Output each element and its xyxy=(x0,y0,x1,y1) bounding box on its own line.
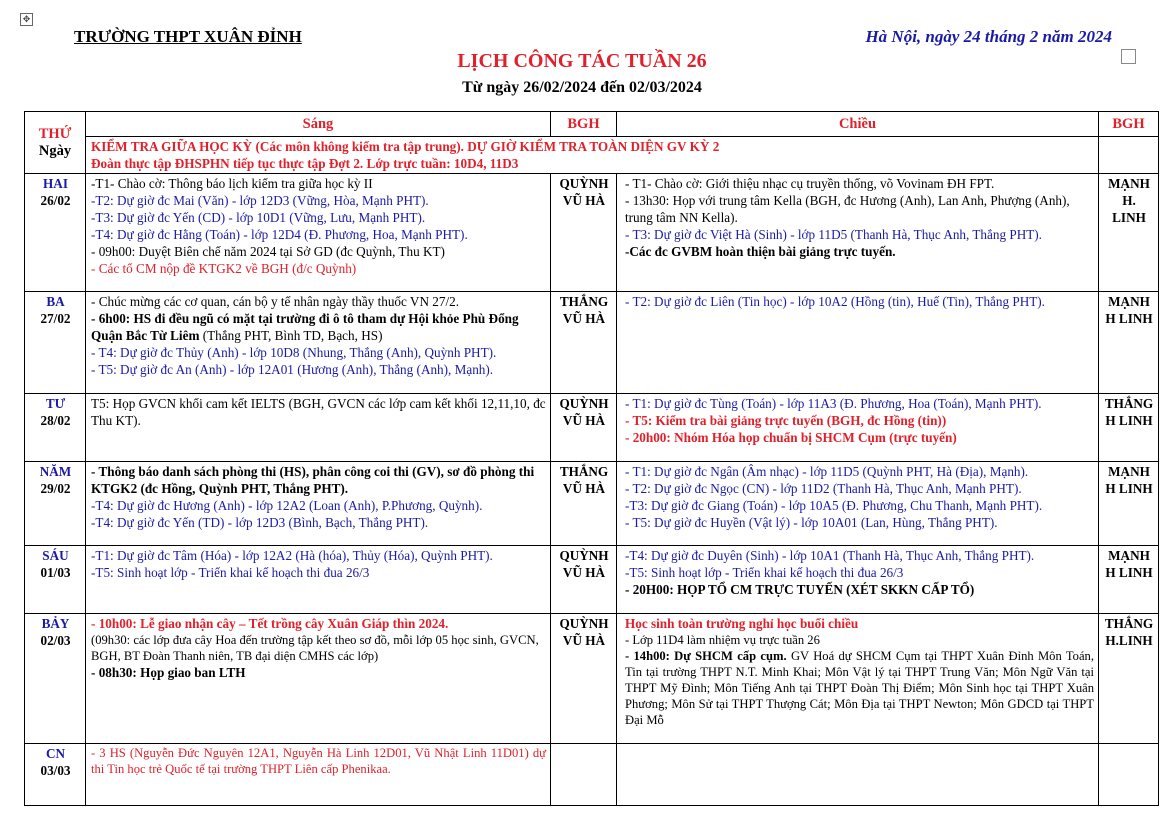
bgh-name: VŨ HÀ xyxy=(562,633,606,648)
morning-cell xyxy=(86,462,551,546)
activity-detail: GV Hoá dự SHCM Cụm tại THPT Xuân Đỉnh Môn Toán, Tin tại trường THPT N.T. Minh Khai; Môn Vật lý tại THPT Trung Văn; Môn Ngữ Văn tại THPT Mỹ Đình; Môn Tiếng Anh tại THPT Đoàn Thị Điểm; Môn Sinh học tại THPT Xuân Phương; Môn Sử tại THPT Thượng Cát; Môn Địa tại THPT Newton; Môn GDCD tại THPT Đại Mỗ xyxy=(625,649,1094,727)
activity-line: -T1- Chào cờ: Thông báo lịch kiểm tra giữa học kỳ II xyxy=(91,176,373,191)
bgh-name: MẠNH xyxy=(1108,464,1150,479)
morning-cell xyxy=(86,546,551,614)
activity-line: -T4: Dự giờ đc Hương (Anh) - lớp 12A2 (Loan (Anh), P.Phương, Quỳnh). xyxy=(91,498,483,513)
bgh-afternoon-cell xyxy=(1099,546,1159,614)
header-date-label: Ngày xyxy=(38,142,72,159)
day-name: HAI xyxy=(43,176,68,191)
bgh-name: H. LINH xyxy=(1112,193,1146,225)
day-date: 03/03 xyxy=(40,763,71,778)
day-date: 26/02 xyxy=(40,193,71,208)
activity-line: -T1: Dự giờ đc Tâm (Hóa) - lớp 12A2 (Hà (hóa), Thủy (Hóa), Quỳnh PHT). xyxy=(91,548,493,563)
table-header-row xyxy=(25,112,1159,137)
activity-line: - 10h00: Lễ giao nhận cây – Tết trồng cây Xuân Giáp thìn 2024. xyxy=(91,616,449,631)
bgh-name: VŨ HÀ xyxy=(562,311,606,326)
header-day-label: THỨ xyxy=(38,125,72,142)
activity-line: - 09h00: Duyệt Biên chế năm 2024 tại Sở GD (đc Quỳnh, Thu KT) xyxy=(91,244,445,259)
banner-line-2: Đoàn thực tập ĐHSPHN tiếp tục thực tập Đợt 2. Lớp trực tuần: 10D4, 11D3 xyxy=(91,156,519,171)
activity-line: - Chúc mừng các cơ quan, cán bộ y tế nhân ngày thầy thuốc VN 27/2. xyxy=(91,294,460,309)
activity-line: - 20h00: Nhóm Hóa họp chuẩn bị SHCM Cụm (trực tuyến) xyxy=(625,430,957,445)
activity-line: -T2: Dự giờ đc Mai (Văn) - lớp 12D3 (Vững, Hòa, Mạnh PHT). xyxy=(91,193,429,208)
day-cell xyxy=(25,292,86,394)
bgh-name: MẠNH xyxy=(1108,294,1150,309)
morning-cell xyxy=(86,292,551,394)
day-cell xyxy=(25,744,86,806)
bgh-afternoon-cell xyxy=(1099,394,1159,462)
table-row xyxy=(25,462,1159,546)
activity-line: -T4: Dự giờ đc Yến (TD) - lớp 12D3 (Bình, Bạch, Thắng PHT). xyxy=(91,515,429,530)
activity-highlight: - 6h00: HS đi đều ngũ có mặt tại trường đi ô tô tham dự Hội khỏe Phù Đổng Quận Bắc Từ Liêm xyxy=(91,311,519,343)
day-name: TƯ xyxy=(45,396,66,411)
day-name: NĂM xyxy=(39,464,72,479)
activity-line: - T5: Kiểm tra bài giảng trực tuyến (BGH, đc Hồng (tin)) xyxy=(625,413,947,428)
bgh-name: VŨ HÀ xyxy=(562,193,606,208)
activity-line: -T5: Sinh hoạt lớp - Triển khai kế hoạch thi đua 26/3 xyxy=(625,565,904,580)
bgh-name: MẠNH xyxy=(1108,548,1150,563)
bgh-name: THẮNG xyxy=(1104,616,1154,631)
day-date: 27/02 xyxy=(40,311,71,326)
table-row xyxy=(25,174,1159,292)
activity-line: - 20H00: HỌP TỔ CM TRỰC TUYẾN (XÉT SKKN CẤP TỔ) xyxy=(625,582,975,597)
header-bgh-afternoon: BGH xyxy=(1099,112,1159,137)
afternoon-cell xyxy=(617,174,1099,292)
banner-line-1: KIỂM TRA GIỮA HỌC KỲ (Các môn không kiểm tra tập trung). DỰ GIỜ KIỂM TRA TOÀN DIỆN GV KỲ 2 xyxy=(91,139,720,154)
bgh-afternoon-cell xyxy=(1099,462,1159,546)
bgh-afternoon-cell xyxy=(1099,292,1159,394)
document-date: Hà Nội, ngày 24 tháng 2 năm 2024 xyxy=(865,27,1112,46)
bgh-name: THẮNG xyxy=(559,464,609,479)
activity-line: -T3: Dự giờ đc Yến (CD) - lớp 10D1 (Vững, Lưu, Mạnh PHT). xyxy=(91,210,426,225)
header-day xyxy=(25,112,86,174)
activity-line: - 08h30: Họp giao ban LTH xyxy=(91,665,246,680)
activity-line: - Thông báo danh sách phòng thi (HS), phân công coi thi (GV), sơ đồ phòng thi KTGK2 (đc Hồng, Quỳnh PHT, Thắng PHT). xyxy=(91,464,535,496)
day-date: 01/03 xyxy=(40,565,71,580)
bgh-morning-cell xyxy=(551,546,617,614)
afternoon-cell xyxy=(617,462,1099,546)
banner-row xyxy=(25,137,1159,174)
bgh-name: H LINH xyxy=(1105,481,1153,496)
morning-cell xyxy=(86,744,551,806)
morning-cell xyxy=(86,614,551,744)
bgh-name: THẮNG xyxy=(1104,396,1154,411)
page-title: LỊCH CÔNG TÁC TUẦN 26 xyxy=(457,50,707,72)
afternoon-cell xyxy=(617,614,1099,744)
bgh-name: MẠNH xyxy=(1108,176,1150,191)
school-name: TRƯỜNG THPT XUÂN ĐỈNH xyxy=(74,27,302,46)
week-banner xyxy=(86,137,1099,174)
activity-line: -T5: Sinh hoạt lớp - Triển khai kế hoạch thi đua 26/3 xyxy=(91,565,370,580)
table-row xyxy=(25,394,1159,462)
table-row xyxy=(25,546,1159,614)
day-cell xyxy=(25,394,86,462)
activity-line: -T4: Dự giờ đc Duyên (Sinh) - lớp 10A1 (Thanh Hà, Thục Anh, Thắng PHT). xyxy=(625,548,1035,563)
morning-cell xyxy=(86,394,551,462)
bgh-name: H LINH xyxy=(1105,311,1153,326)
activity-line: - T4: Dự giờ đc Thủy (Anh) - lớp 10D8 (Nhung, Thắng (Anh), Quỳnh PHT). xyxy=(91,345,497,360)
activity-line: - T1- Chào cờ: Giới thiệu nhạc cụ truyền thống, võ Vovinam ĐH FPT. xyxy=(625,176,995,191)
bgh-afternoon-cell xyxy=(1099,174,1159,292)
activity-line: - T3: Dự giờ đc Việt Hà (Sinh) - lớp 11D5 (Thanh Hà, Thục Anh, Thắng PHT). xyxy=(625,227,1042,242)
bgh-morning-cell xyxy=(551,292,617,394)
bgh-morning-cell xyxy=(551,174,617,292)
table-row xyxy=(25,614,1159,744)
bgh-name: QUỲNH xyxy=(559,548,609,563)
morning-cell xyxy=(86,174,551,292)
table-row xyxy=(25,744,1159,806)
day-cell xyxy=(25,546,86,614)
bgh-morning-cell xyxy=(551,614,617,744)
activity-line: - T5: Dự giờ đc An (Anh) - lớp 12A01 (Hương (Anh), Thắng (Anh), Mạnh). xyxy=(91,362,494,377)
day-name: BẢY xyxy=(41,616,70,631)
table-row xyxy=(25,292,1159,394)
bgh-name: VŨ HÀ xyxy=(562,481,606,496)
activity-line: -T3: Dự giờ đc Giang (Toán) - lớp 10A5 (Đ. Phương, Chu Thanh, Mạnh PHT). xyxy=(625,498,1043,513)
bgh-name: THẮNG xyxy=(559,294,609,309)
header-bgh-morning: BGH xyxy=(551,112,617,137)
bgh-name: H.LINH xyxy=(1105,633,1153,648)
bgh-name: H LINH xyxy=(1105,413,1153,428)
activity-highlight: - 14h00: Dự SHCM cấp cụm. xyxy=(625,649,787,663)
activity-line: - Các tổ CM nộp đề KTGK2 về BGH (đ/c Quỳnh) xyxy=(91,261,357,276)
activity-line: - T2: Dự giờ đc Ngọc (CN) - lớp 11D2 (Thanh Hà, Thục Anh, Mạnh PHT). xyxy=(625,481,1022,496)
day-name: BA xyxy=(46,294,65,309)
afternoon-cell xyxy=(617,292,1099,394)
activity-line: - T2: Dự giờ đc Liên (Tin học) - lớp 10A2 (Hồng (tin), Huế (Tin), Thắng PHT). xyxy=(625,294,1045,309)
activity-line: - Lớp 11D4 làm nhiệm vụ trực tuần 26 xyxy=(625,633,820,647)
day-cell xyxy=(25,614,86,744)
activity-line: - 3 HS (Nguyễn Đức Nguyên 12A1, Nguyễn Hà Linh 12D01, Vũ Nhật Linh 11D01) dự thi Tin học trẻ Quốc tế tại trường THPT Liên cấp Phenikaa. xyxy=(91,746,546,776)
day-name: SÁU xyxy=(42,548,69,563)
bgh-afternoon-cell xyxy=(1099,744,1159,806)
day-date: 29/02 xyxy=(40,481,71,496)
activity-line: - T1: Dự giờ đc Tùng (Toán) - lớp 11A3 (Đ. Phương, Hoa (Toán), Mạnh PHT). xyxy=(625,396,1042,411)
bgh-morning-cell xyxy=(551,394,617,462)
day-cell xyxy=(25,462,86,546)
bgh-morning-cell xyxy=(551,462,617,546)
activity-line: Học sinh toàn trường nghỉ học buổi chiều xyxy=(625,616,859,631)
bgh-name: QUỲNH xyxy=(559,396,609,411)
day-name: CN xyxy=(45,746,66,761)
activity-line: T5: Họp GVCN khối cam kết IELTS (BGH, GVCN các lớp cam kết khối 12,11,10, đc Thu KT). xyxy=(91,396,546,428)
header-morning: Sáng xyxy=(86,112,551,137)
bgh-name: VŨ HÀ xyxy=(562,565,606,580)
afternoon-cell xyxy=(617,546,1099,614)
bgh-name: QUỲNH xyxy=(559,176,609,191)
header-afternoon: Chiều xyxy=(617,112,1099,137)
activity-line: - 13h30: Họp với trung tâm Kella (BGH, đc Hương (Anh), Lan Anh, Phượng (Anh), trung tâm NN Kella). xyxy=(625,193,1070,225)
activity-line: - T5: Dự giờ đc Huyền (Vật lý) - lớp 10A01 (Lan, Hùng, Thắng PHT). xyxy=(625,515,998,530)
activity-line xyxy=(625,648,1094,728)
afternoon-cell xyxy=(617,744,1099,806)
activity-line: -Các đc GVBM hoàn thiện bài giảng trực tuyến. xyxy=(625,244,896,259)
activity-detail: (Thắng PHT, Bình TD, Bạch, HS) xyxy=(199,328,383,343)
activity-line xyxy=(91,310,546,344)
activity-line: - T1: Dự giờ đc Ngân (Âm nhạc) - lớp 11D5 (Quỳnh PHT, Hà (Địa), Mạnh). xyxy=(625,464,1029,479)
activity-line: -T4: Dự giờ đc Hằng (Toán) - lớp 12D4 (Đ. Phương, Hoa, Mạnh PHT). xyxy=(91,227,468,242)
day-date: 28/02 xyxy=(40,413,71,428)
table-move-handle-icon[interactable]: ✥ xyxy=(20,13,33,26)
afternoon-cell xyxy=(617,394,1099,462)
page-subtitle: Từ ngày 26/02/2024 đến 02/03/2024 xyxy=(462,79,702,96)
activity-line: (09h30: các lớp đưa cây Hoa đến trường tập kết theo sơ đồ, mỗi lớp 05 học sinh, GVCN, BGH, BT Đoàn Thanh niên, TB đại diện CMHS các lớp) xyxy=(91,633,539,663)
banner-empty-cell xyxy=(1099,137,1159,174)
day-cell xyxy=(25,174,86,292)
day-date: 02/03 xyxy=(40,633,71,648)
bgh-morning-cell xyxy=(551,744,617,806)
bgh-name: VŨ HÀ xyxy=(562,413,606,428)
bgh-name: H LINH xyxy=(1105,565,1153,580)
schedule-table xyxy=(24,111,1159,806)
bgh-afternoon-cell xyxy=(1099,614,1159,744)
bgh-name: QUỲNH xyxy=(559,616,609,631)
